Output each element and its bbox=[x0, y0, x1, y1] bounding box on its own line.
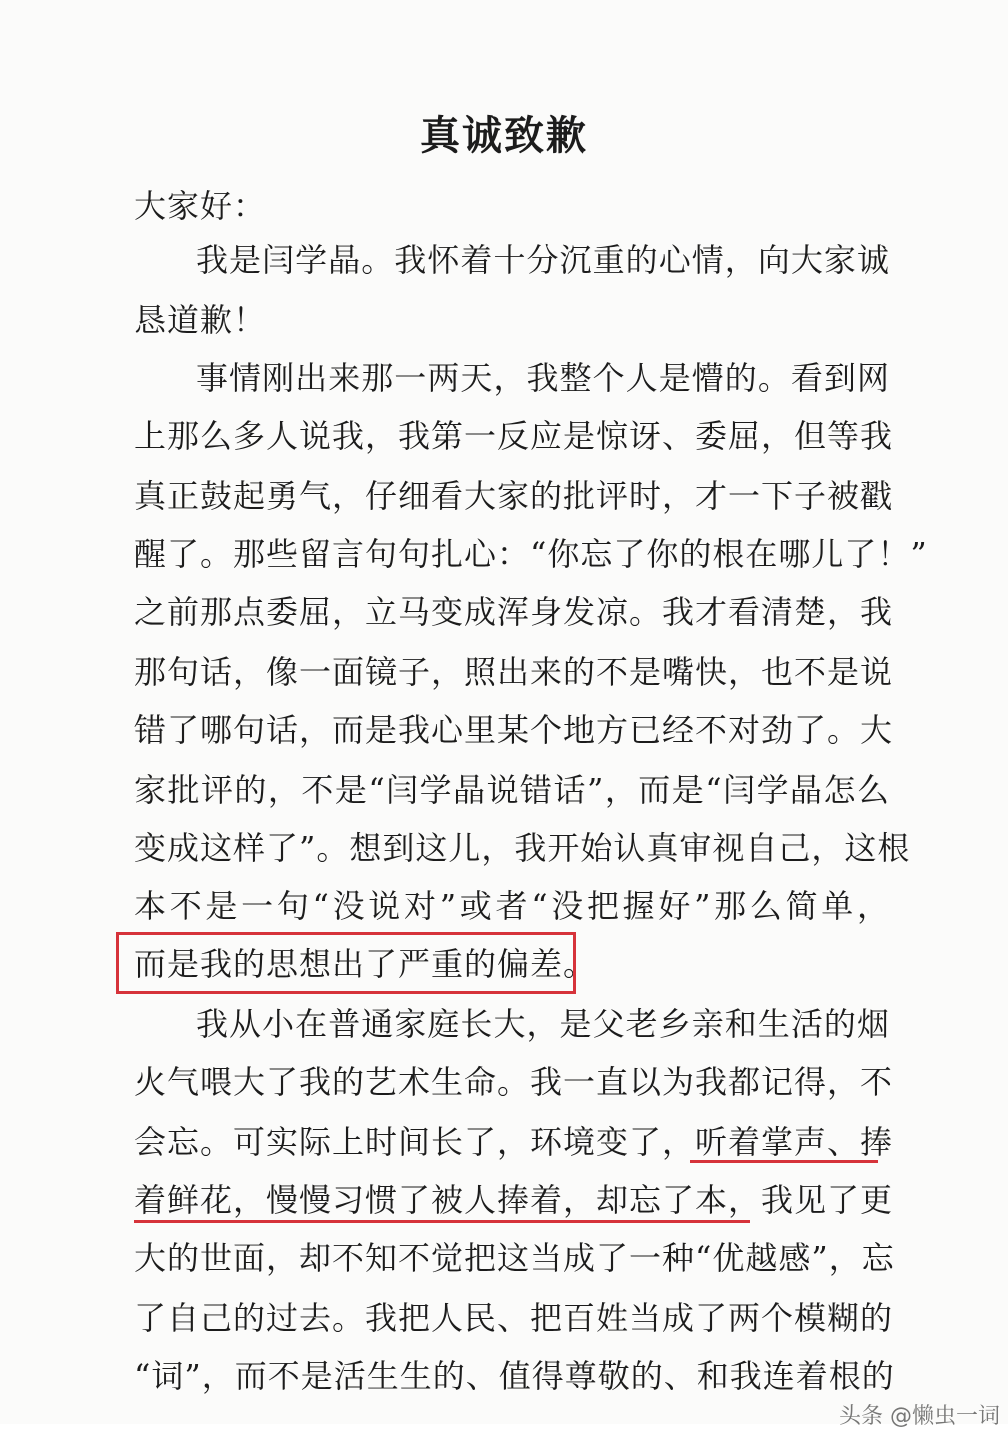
red-highlight-box bbox=[116, 932, 576, 994]
paragraph-line: 我从小在普通家庭长大，是父老乡亲和生活的烟 bbox=[196, 1005, 890, 1043]
red-underline-2 bbox=[134, 1220, 750, 1223]
paragraph-line: 错了哪句话，而是我心里某个地方已经不对劲了。大 bbox=[134, 711, 894, 749]
paragraph-line: 醒了。那些留言句句扎心：“你忘了你的根在哪儿了！” bbox=[134, 535, 928, 573]
paragraph-line: 上那么多人说我，我第一反应是惊讶、委屈，但等我 bbox=[134, 417, 894, 455]
paragraph-line: 本不是一句“没说对”或者“没把握好”那么简单， bbox=[134, 887, 890, 925]
paragraph-line: 了自己的过去。我把人民、把百姓当成了两个模糊的 bbox=[134, 1299, 894, 1337]
paragraph-line: 家批评的，不是“闫学晶说错话”，而是“闫学晶怎么 bbox=[134, 771, 890, 809]
paragraph-line: 真正鼓起勇气，仔细看大家的批评时，才一下子被戳 bbox=[134, 477, 894, 515]
paragraph-line: 那句话，像一面镜子，照出来的不是嘴快，也不是说 bbox=[134, 653, 894, 691]
paragraph-line: 火气喂大了我的艺术生命。我一直以为我都记得，不 bbox=[134, 1063, 894, 1101]
paragraph-line: 事情刚出来那一两天，我整个人是懵的。看到网 bbox=[196, 359, 890, 397]
document-title: 真诚致歉 bbox=[420, 112, 588, 159]
paragraph-line: 会忘。可实际上时间长了，环境变了，听着掌声、捧 bbox=[134, 1123, 894, 1161]
watermark: 头条 @懒虫一词 bbox=[839, 1404, 1000, 1429]
paragraph-line: 大的世面，却不知不觉把这当成了一种“优越感”，忘 bbox=[134, 1239, 895, 1277]
highlighted-line: 而是我的思想出了严重的偏差。 bbox=[134, 945, 597, 983]
paragraph-line: “词”，而不是活生生的、值得尊敬的、和我连着根的 bbox=[134, 1357, 895, 1395]
paragraph-line: 恳道歉！ bbox=[134, 301, 267, 339]
greeting-line: 大家好： bbox=[134, 187, 267, 225]
paragraph-line: 着鲜花，慢慢习惯了被人捧着，却忘了本，我见了更 bbox=[134, 1181, 894, 1219]
paragraph-line: 我是闫学晶。我怀着十分沉重的心情，向大家诚 bbox=[196, 241, 890, 279]
paragraph-line: 之前那点委屈，立马变成浑身发凉。我才看清楚，我 bbox=[134, 593, 894, 631]
paragraph-line: 变成这样了”。想到这儿，我开始认真审视自己，这根 bbox=[134, 829, 911, 867]
red-underline-1 bbox=[690, 1160, 878, 1163]
